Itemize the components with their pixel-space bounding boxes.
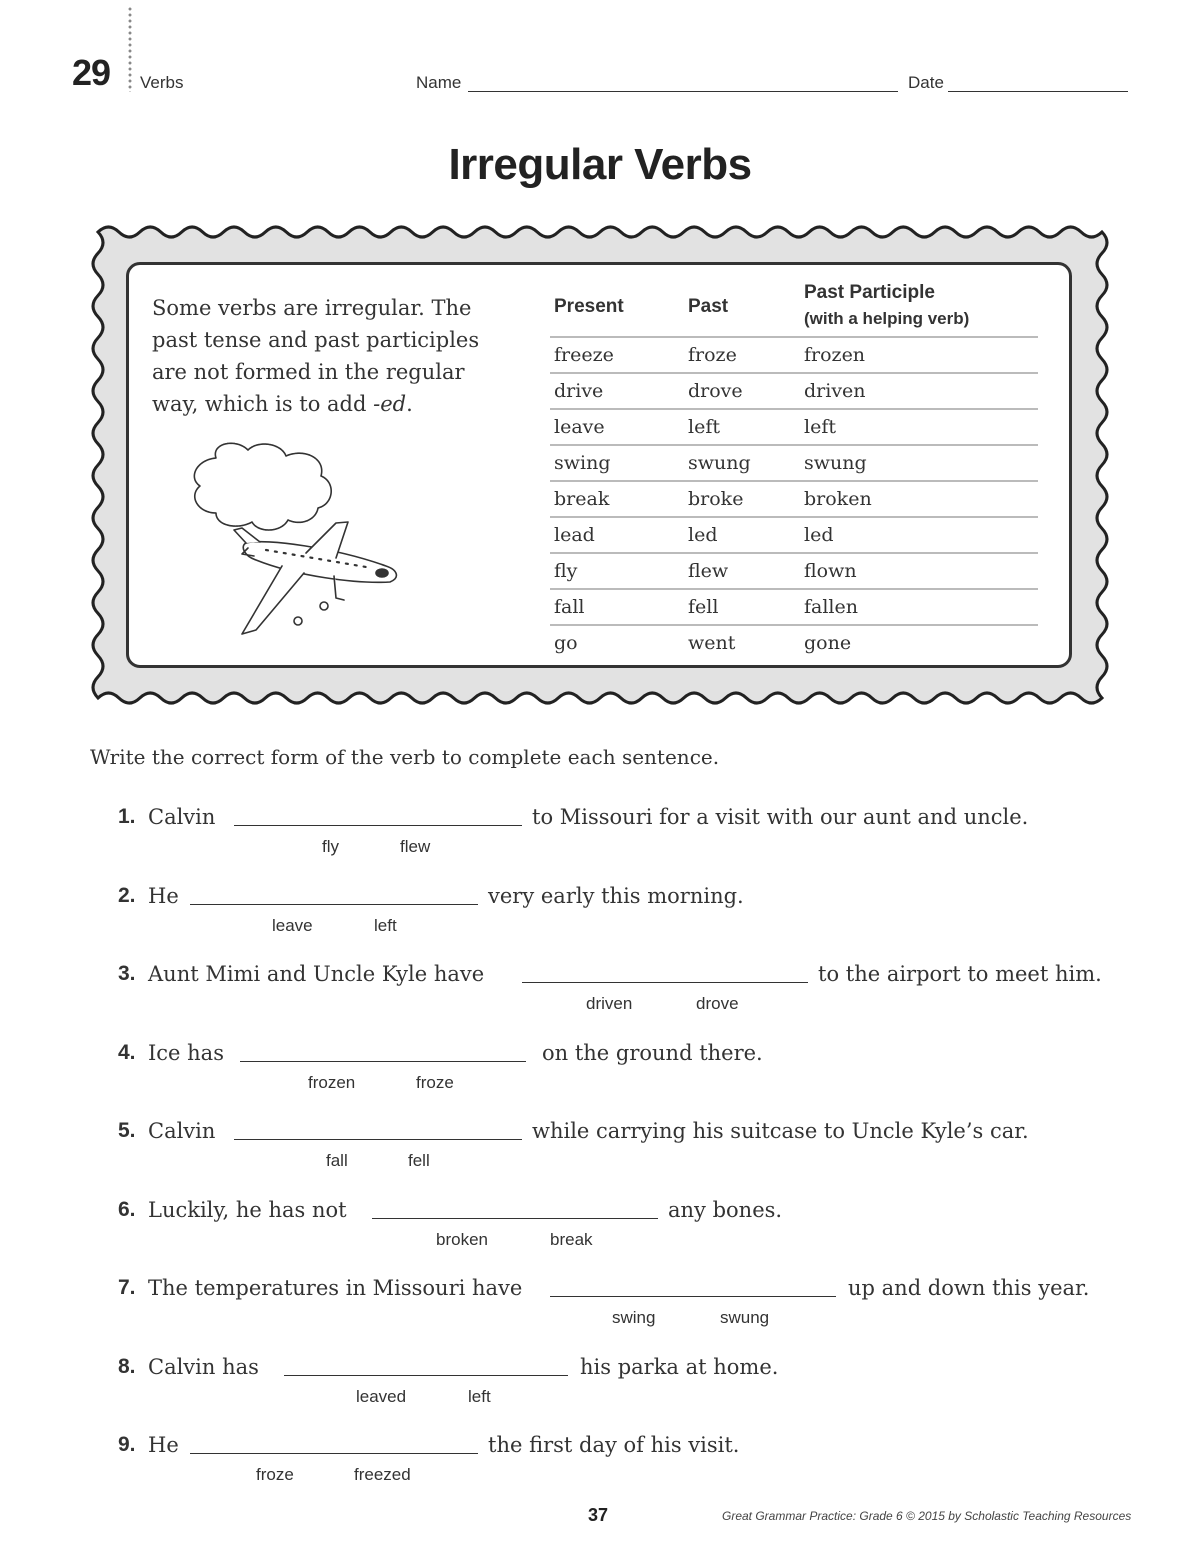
choice-option: froze [256,1465,294,1484]
cell-present: lead [554,524,595,546]
date-label: Date [908,73,944,92]
instructions: Write the correct form of the verb to complete each sentence. [90,745,720,769]
cloud-icon [194,443,331,530]
answer-blank[interactable] [372,1218,658,1219]
cell-past: went [688,632,736,654]
question-number: 9. [118,1433,136,1456]
cell-participle: fallen [804,596,858,618]
date-field[interactable] [948,91,1128,92]
question-number: 8. [118,1355,136,1378]
cell-past: froze [688,344,737,366]
question-text-after: on the ground there. [542,1041,763,1065]
question-text-before: Aunt Mimi and Uncle Kyle have [148,962,485,986]
cell-past: left [688,416,720,438]
table-row [550,444,1038,482]
cell-present: drive [554,380,604,402]
cell-participle: gone [804,632,852,654]
cell-past: broke [688,488,744,510]
cell-past: flew [688,560,729,582]
answer-blank[interactable] [550,1296,836,1297]
cell-present: break [554,488,610,510]
col-header-present: Present [554,296,624,317]
answer-blank[interactable] [190,1453,478,1454]
footer-page-number: 37 [588,1505,609,1525]
cell-present: go [554,632,578,654]
cell-participle: swung [804,452,867,474]
lesson-number: 29 [72,52,111,93]
question-text-before: The temperatures in Missouri have [148,1276,523,1300]
question-text-after: to the airport to meet him. [818,962,1102,986]
table-row [550,372,1038,410]
question-number: 4. [118,1041,136,1064]
page-title: Irregular Verbs [448,140,752,189]
choice-option: flew [400,837,431,856]
choice-option: fell [408,1151,430,1170]
question-text-after: up and down this year. [848,1276,1090,1300]
cell-participle: led [804,524,834,546]
table-row [550,552,1038,590]
choice-option: broken [436,1230,488,1249]
answer-blank[interactable] [190,904,478,905]
section-label: Verbs [140,73,184,92]
choice-option: leave [272,916,313,935]
cell-participle: driven [804,380,866,402]
question-number: 5. [118,1119,136,1142]
question-number: 7. [118,1276,136,1299]
intro-text [152,292,512,420]
choice-option: break [550,1230,593,1249]
question-text-before: He [148,1433,179,1457]
name-field[interactable] [468,91,898,92]
table-row [550,408,1038,446]
col-header-participle-note: (with a helping verb) [804,309,970,328]
question-text-after: any bones. [668,1198,783,1222]
footer-credit: Great Grammar Practice: Grade 6 © 2015 by Scholastic Teaching Resources [722,1509,1132,1523]
col-header-participle: Past Participle [804,282,935,303]
choice-option: driven [586,994,633,1013]
answer-blank[interactable] [240,1061,526,1062]
cell-present: fly [554,560,578,582]
choice-option: leaved [356,1387,407,1406]
question-text-before: Ice has [148,1041,224,1065]
question-number: 2. [118,884,136,907]
name-label: Name [416,73,462,92]
choice-option: frozen [308,1073,356,1092]
choice-option: fly [322,837,339,856]
table-row [550,624,1038,662]
choice-option: froze [416,1073,454,1092]
intro-text-end: . [406,392,413,416]
cell-past: led [688,524,718,546]
question-text-before: Calvin [148,805,216,829]
table-row [550,480,1038,518]
answer-blank[interactable] [284,1375,568,1376]
question-number: 3. [118,962,136,985]
question-text-before: Luckily, he has not [148,1198,347,1222]
choice-option: fall [326,1151,348,1170]
cell-present: leave [554,416,605,438]
question-text-before: Calvin has [148,1355,259,1379]
question-text-after: while carrying his suitcase to Uncle Kyle’s car. [532,1119,1029,1143]
question-text-after: very early this morning. [488,884,744,908]
dotted-divider [128,6,132,92]
cell-participle: frozen [804,344,866,366]
question-number: 1. [118,805,136,828]
cell-present: swing [554,452,611,474]
choice-option: swing [612,1308,656,1327]
intro-suffix: -ed [373,392,407,416]
question-text-after: the first day of his visit. [488,1433,740,1457]
cell-participle: left [804,416,836,438]
col-header-past: Past [688,296,729,317]
choice-option: left [374,916,397,935]
airplane-illustration [186,438,426,638]
choice-option: drove [696,994,739,1013]
question-text-after: to Missouri for a visit with our aunt and uncle. [532,805,1029,829]
table-row [550,336,1038,374]
cell-participle: broken [804,488,872,510]
cell-past: swung [688,452,751,474]
choice-option: freezed [354,1465,411,1484]
cell-present: fall [554,596,585,618]
cell-present: freeze [554,344,614,366]
answer-blank[interactable] [234,1139,522,1140]
answer-blank[interactable] [234,825,522,826]
choice-option: swung [720,1308,770,1327]
cell-past: drove [688,380,743,402]
table-row [550,516,1038,554]
intro-text-main: Some verbs are irregular. The past tense and past participles are not formed in the regular way, which is to add [152,296,480,416]
cell-past: fell [688,596,719,618]
question-text-after: his parka at home. [580,1355,779,1379]
question-number: 6. [118,1198,136,1221]
question-text-before: Calvin [148,1119,216,1143]
answer-blank[interactable] [522,982,808,983]
table-row [550,588,1038,626]
cell-participle: flown [804,560,857,582]
question-text-before: He [148,884,179,908]
choice-option: left [468,1387,491,1406]
